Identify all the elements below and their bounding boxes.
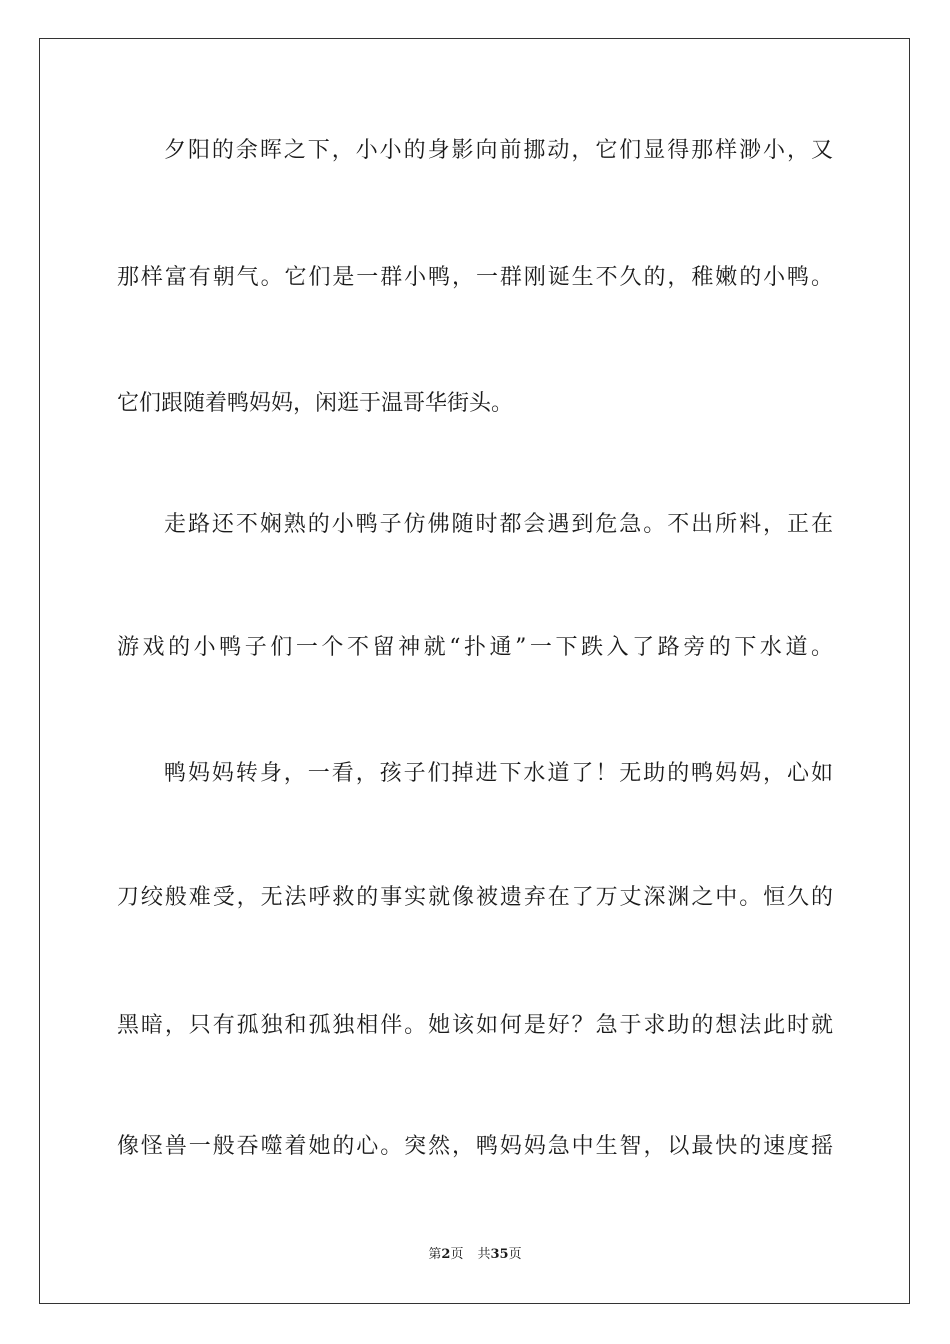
- total-pages: 35: [490, 1247, 509, 1262]
- total-prefix: 共: [477, 1247, 491, 1262]
- page-number: 2: [441, 1247, 451, 1262]
- text-line-2: 那样富有朝气。它们是一群小鸭，一群刚诞生不久的，稚嫩的小鸭。: [117, 265, 833, 290]
- page-suffix: 页: [450, 1247, 464, 1262]
- text-line-7: 刀绞般难受，无法呼救的事实就像被遗弃在了万丈深渊之中。恒久的: [117, 885, 833, 910]
- page-prefix: 第: [428, 1247, 442, 1262]
- text-line-8: 黑暗，只有孤独和孤独相伴。她该如何是好？急于求助的想法此时就: [117, 1013, 833, 1038]
- text-line-9: 像怪兽一般吞噬着她的心。突然，鸭妈妈急中生智，以最快的速度摇: [117, 1134, 833, 1159]
- page-footer: [0, 1247, 950, 1263]
- text-line-5: 游戏的小鸭子们一个不留神就“扑通”一下跌入了路旁的下水道。: [117, 635, 833, 660]
- text-line-1: 夕阳的余晖之下，小小的身影向前挪动，它们显得那样渺小，又: [164, 138, 833, 163]
- text-line-3: 它们跟随着鸭妈妈，闲逛于温哥华街头。: [117, 391, 514, 416]
- total-suffix: 页: [508, 1247, 522, 1262]
- page-border: [39, 38, 910, 1304]
- text-line-4: 走路还不娴熟的小鸭子仿佛随时都会遇到危急。不出所料，正在: [164, 512, 833, 537]
- text-line-6: 鸭妈妈转身，一看，孩子们掉进下水道了！无助的鸭妈妈，心如: [164, 761, 833, 786]
